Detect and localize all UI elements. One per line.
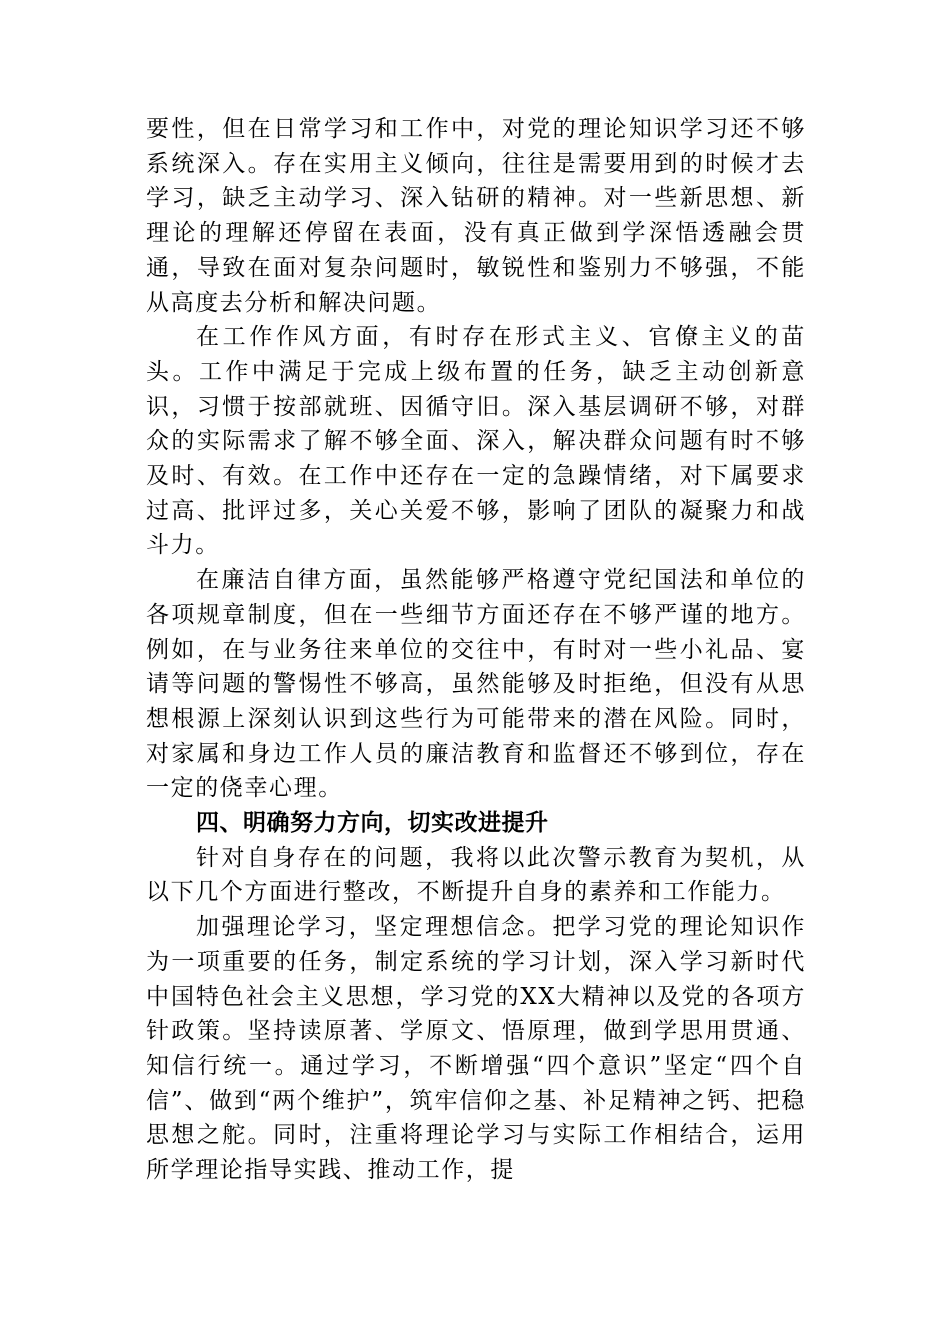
section-heading-four: 四、明确努力方向，切实改进提升 <box>196 810 549 837</box>
paragraph-theory-study: 加强理论学习，坚定理想信念。把学习党的理论知识作为一项重要的任务，制定系统的学习计划，深入学习新时代中国特色社会主义思想，学习党的XX大精神以及党的各项方针政策。坚持读原著、学原文、悟原理，做到学思用贯通、知信行统一。通过学习，不断增强“四个意识”坚定“四个自信”、做到“两个维护”，筑牢信仰之基、补足精神之钙、把稳思想之舵。同时，注重将理论学习与实际工作相结合，运用所学理论指导实践、推动工作，提 <box>146 914 806 1184</box>
paragraph-study-continued: 要性，但在日常学习和工作中，对党的理论知识学习还不够系统深入。存在实用主义倾向，往往是需要用到的时候才去学习，缺乏主动学习、深入钻研的精神。对一些新思想、新理论的理解还停留在表面，没有真正做到学深悟透融会贯通，导致在面对复杂问题时，敏锐性和鉴别力不够强，不能从高度去分析和解决问题。 <box>146 116 806 316</box>
paragraph-integrity: 在廉洁自律方面，虽然能够严格遵守党纪国法和单位的各项规章制度，但在一些细节方面还存在不够严谨的地方。例如，在与业务往来单位的交往中，有时对一些小礼品、宴请等问题的警惕性不够高，虽然能够及时拒绝，但没有从思想根源上深刻认识到这些行为可能带来的潜在风险。同时，对家属和身边工作人员的廉洁教育和监督还不够到位，存在一定的侥幸心理。 <box>146 567 806 802</box>
document-page <box>146 112 806 1188</box>
paragraph-work-style: 在工作作风方面，有时存在形式主义、官僚主义的苗头。工作中满足于完成上级布置的任务，缺乏主动创新意识，习惯于按部就班、因循守旧。深入基层调研不够，对群众的实际需求了解不够全面、深入，解决群众问题有时不够及时、有效。在工作中还存在一定的急躁情绪，对下属要求过高、批评过多，关心关爱不够，影响了团队的凝聚力和战斗力。 <box>146 324 806 559</box>
paragraph-rectification-intro: 针对自身存在的问题，我将以此次警示教育为契机，从以下几个方面进行整改，不断提升自身的素养和工作能力。 <box>146 844 806 906</box>
